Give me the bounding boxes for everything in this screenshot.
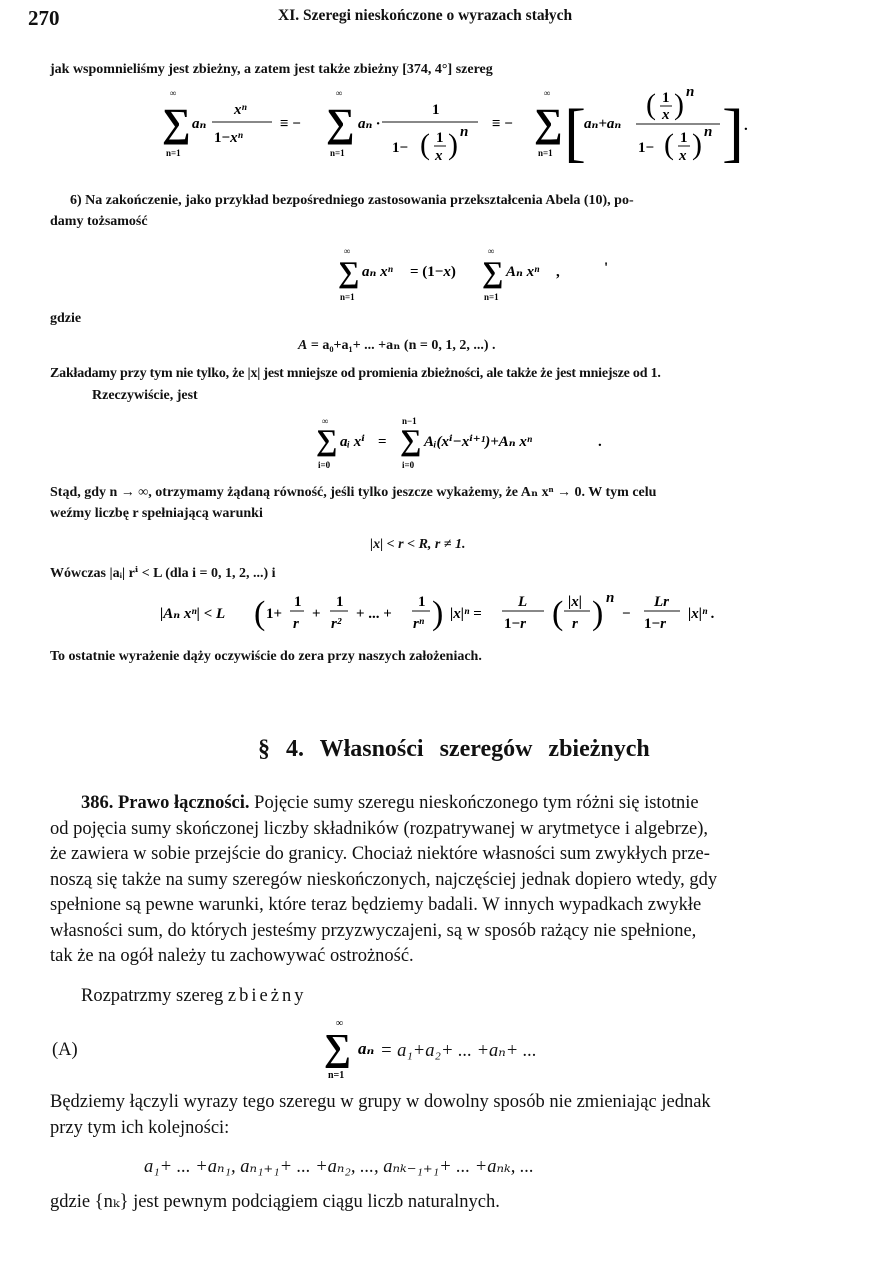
svg-text:+: + [312,606,321,622]
svg-text:∑: ∑ [326,100,355,145]
svg-text:1: 1 [680,130,688,146]
svg-text:∑: ∑ [534,100,563,145]
art386-paragraph [50,791,856,970]
svg-text:.: . [598,434,602,450]
assume-line1: Zakładamy przy tym nie tylko, że |x| jest mniejsze od promienia zbieżności, ale także że jest mniejsze od 1. [50,366,661,381]
svg-text:.: . [744,118,748,134]
svg-text:≡ −: ≡ − [492,116,513,132]
svg-text:]: ] [722,96,744,169]
art386-line-1 [50,791,856,817]
svg-text:∑: ∑ [316,424,338,457]
art386-line-5: spełnione są pewne warunki, które teraz będziemy badali. W innych wypadkach zwykłe [50,895,702,915]
group-line-2: przy tym ich kolejności: [50,1118,230,1138]
svg-text:=: = [378,434,387,450]
svg-text:n: n [460,124,469,140]
svg-text:x: x [679,148,687,164]
svg-text:aₙ ·: aₙ · [358,116,380,132]
svg-text:∞: ∞ [488,246,495,256]
svg-text:∞: ∞ [344,246,351,256]
svg-text:∞: ∞ [336,88,343,98]
art386-line-4: noszą się także na sumy szeregów nieskończonych, najczęściej jednak dopiero wtedy, gdy [50,869,718,890]
svg-text:,: , [556,264,560,280]
svg-text:∑: ∑ [338,256,360,289]
svg-text:n=1: n=1 [328,1070,345,1081]
svg-text:∑: ∑ [400,424,422,457]
formula-abel-identity [336,244,626,308]
consider-line [81,986,306,1007]
svg-text:∞: ∞ [544,88,551,98]
svg-text:x: x [435,148,443,164]
svg-text:(: ( [646,88,656,121]
svg-text:(: ( [254,595,266,632]
svg-text:): ) [432,595,444,632]
art386-line-7: tak że na ogół należy tu zachowywać ostrożność. [50,946,414,966]
gdzie-label-1: gdzie [50,311,82,326]
svg-text:Aₙ xⁿ: Aₙ xⁿ [506,264,540,280]
svg-text:Lr: Lr [654,594,669,610]
svg-text:n=1: n=1 [538,148,553,158]
svg-text:(: ( [664,128,674,161]
svg-text:|x|ⁿ =: |x|ⁿ = [450,606,482,622]
svg-text:n: n [704,124,713,140]
svg-text:(: ( [420,128,430,161]
svg-text:r: r [293,616,299,632]
svg-text:∑: ∑ [162,100,191,145]
svg-text:1: 1 [294,594,302,610]
svg-text:aₙ+aₙ: aₙ+aₙ [584,116,622,132]
label-A: (A) [52,1040,78,1060]
svg-text:≡ −: ≡ − [280,116,301,132]
svg-text:1: 1 [662,90,670,106]
svg-text:∑: ∑ [324,1027,352,1069]
svg-text:1: 1 [432,102,440,118]
svg-text:n−1: n−1 [402,416,417,426]
formula-series-identity [160,84,760,176]
svg-text:∞: ∞ [322,416,329,426]
svg-text:1−: 1− [392,140,409,156]
svg-text:): ) [592,595,604,632]
svg-text:1: 1 [436,130,444,146]
groups-formula: a₁+ ... +aₙ₁, aₙ₁₊₁+ ... +aₙ₂, ..., aₙₖ₋₁₊₁+ ... +aₙₖ, ... [144,1157,534,1177]
svg-text:∞: ∞ [170,88,177,98]
para6-line2: damy tożsamość [50,214,148,229]
para6-line1: 6) Na zakończenie, jako przykład bezpośredniego zastosowania przekształcenia Abela (10), po- [70,193,634,208]
svg-text:1: 1 [336,594,344,610]
svg-text:n=1: n=1 [484,292,499,302]
svg-text:|x|ⁿ .: |x|ⁿ . [688,606,715,622]
series-A-sigma [322,1016,382,1082]
svg-text:[: [ [564,96,586,169]
svg-text:1+: 1+ [266,606,283,622]
svg-text:): ) [692,128,702,161]
svg-text:n: n [686,84,695,100]
hence-line1: Stąd, gdy n → ∞, otrzymamy żądaną równość, jeśli tylko jeszcze wykażemy, że Aₙ xⁿ → 0. W tym celu [50,485,657,500]
formula-abel-partial [316,414,626,474]
svg-text:aᵢ xⁱ: aᵢ xⁱ [340,434,365,450]
svg-text:|Aₙ xⁿ| < L: |Aₙ xⁿ| < L [160,606,226,622]
svg-text:aₙ xⁿ: aₙ xⁿ [362,264,393,280]
formula-estimate [160,588,780,644]
svg-text:1: 1 [418,594,426,610]
svg-text:+ ... +: + ... + [356,606,392,622]
def-An-rest: = a₀+a₁+ ... +aₙ (n = 0, 1, 2, ...) . [307,338,496,353]
svg-text:i=0: i=0 [318,460,331,470]
def-An-symbol: A [298,338,308,353]
svg-text:1−r: 1−r [644,616,666,632]
series-A-rhs: = a₁+a₂+ ... +aₙ+ ... [380,1041,537,1061]
hence-line2: weźmy liczbę r spełniającą warunki [50,506,263,521]
svg-text:|x|: |x| [568,594,583,610]
art386-number: 386. [81,793,114,813]
svg-text:∞: ∞ [336,1018,344,1029]
svg-text:n=1: n=1 [166,148,181,158]
running-header: XI. Szeregi nieskończone o wyrazach stałych [278,7,573,24]
intro-line: jak wspomnieliśmy jest zbieżny, a zatem jest także zbieżny [374, 4°] szereg [50,62,493,77]
svg-text:i=0: i=0 [402,460,415,470]
svg-text:1−xⁿ: 1−xⁿ [214,130,243,146]
def-An [298,337,496,354]
svg-text:x: x [662,107,670,123]
condition: |x| < r < R, r ≠ 1. [370,537,466,552]
svg-text:= (1−x): = (1−x) [410,264,456,280]
art386-line-3: że zawiera w sobie przejście do granicy. Chociaż niektóre własności sum zwykłych prze- [50,844,710,864]
svg-text:L: L [518,594,528,610]
svg-text:): ) [448,128,458,161]
svg-text:): ) [674,88,684,121]
assume-line2: Rzeczywiście, jest [92,388,198,403]
group-line-1: Będziemy łączyli wyrazy tego szeregu w grupy w dowolny sposób nie zmieniając jednak [50,1092,711,1112]
then-line: Wówczas |aᵢ| rⁱ < L (dla i = 0, 1, 2, ...) i [50,566,276,581]
art386-title: Prawo łączności. [118,793,250,813]
svg-text:xⁿ: xⁿ [234,102,247,118]
svg-text:rⁿ: rⁿ [413,616,425,632]
svg-text:r: r [572,616,578,632]
svg-text:aₙ: aₙ [358,1039,375,1058]
consider-text: Rozpatrzmy szereg [81,986,224,1006]
svg-text:r²: r² [331,616,342,632]
consider-spaced: zbieżny [227,986,307,1006]
art386-line-2: od pojęcia sumy skończonej liczby składników (rozpatrywanej w arytmetyce i algebrze), [50,818,709,839]
svg-text:aₙ: aₙ [192,116,207,132]
svg-text:−: − [622,606,631,622]
art386-line-1-text: Pojęcie sumy szeregu nieskończonego tym różni się istotnie [254,793,699,813]
conclusion: To ostatnie wyrażenie dąży oczywiście do zera przy naszych założeniach. [50,649,482,664]
svg-text:n=1: n=1 [340,292,355,302]
svg-text:1−: 1− [638,140,655,156]
svg-text:∑: ∑ [482,256,504,289]
svg-text:(: ( [552,595,564,632]
page-number: 270 [28,6,60,30]
svg-text:1−r: 1−r [504,616,526,632]
svg-text:': ' [604,260,609,276]
final-line: gdzie {nₖ} jest pewnym podciągiem ciągu liczb naturalnych. [50,1192,500,1212]
section-heading: § 4. Własności szeregów zbieżnych [258,736,650,762]
svg-text:Aᵢ(xⁱ−xⁱ⁺¹)+Aₙ xⁿ: Aᵢ(xⁱ−xⁱ⁺¹)+Aₙ xⁿ [424,434,533,450]
art386-line-6: własności sum, do których jesteśmy przyzwyczajeni, są w sposób rażący nie spełnione, [50,920,697,941]
svg-text:n: n [606,590,615,606]
svg-text:n=1: n=1 [330,148,345,158]
